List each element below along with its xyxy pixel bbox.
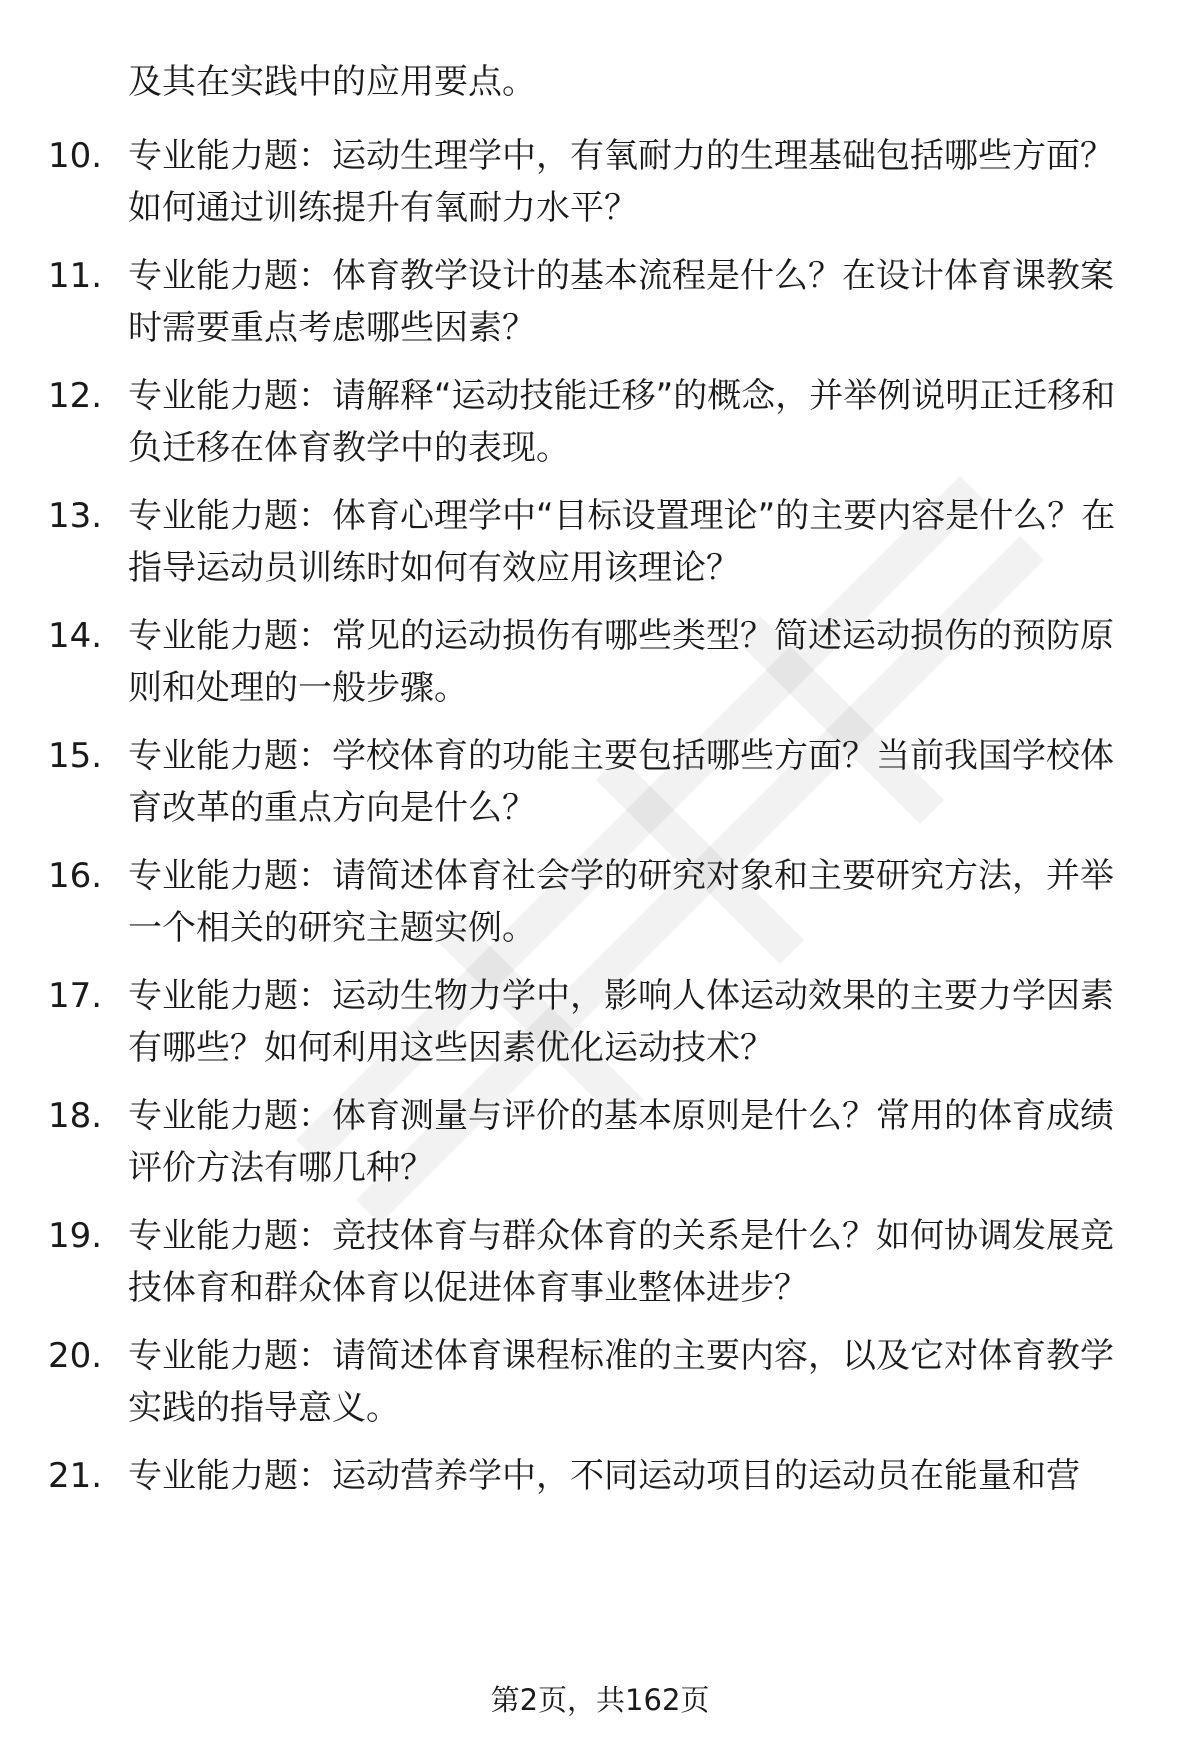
question-number: 21.: [48, 1456, 103, 1496]
question-number: 13.: [48, 496, 103, 536]
question-number: 17.: [48, 976, 103, 1016]
question-number: 19.: [48, 1216, 103, 1256]
question-number: 11.: [48, 256, 103, 296]
question-text: 专业能力题：请解释“运动技能迁移”的概念，并举例说明正迁移和负迁移在体育教学中的表现。: [128, 376, 1116, 468]
question-text: 专业能力题：体育教学设计的基本流程是什么？在设计体育课教案时需要重点考虑哪些因素？: [128, 256, 1114, 348]
question-number: 14.: [48, 616, 103, 656]
question-text: 专业能力题：运动生理学中，有氧耐力的生理基础包括哪些方面？如何通过训练提升有氧耐力水平？: [128, 136, 1114, 228]
question-number: 20.: [48, 1336, 103, 1376]
question-number: 12.: [48, 376, 103, 416]
question-text: 专业能力题：体育测量与评价的基本原则是什么？常用的体育成绩评价方法有哪几种？: [128, 1096, 1114, 1188]
question-text: 专业能力题：常见的运动损伤有哪些类型？简述运动损伤的预防原则和处理的一般步骤。: [128, 616, 1114, 708]
continuation-text: 及其在实践中的应用要点。: [128, 62, 536, 102]
question-text: 专业能力题：请简述体育社会学的研究对象和主要研究方法，并举一个相关的研究主题实例。: [128, 856, 1114, 948]
page-footer: 第2页，共162页: [490, 1683, 710, 1717]
question-number: 10.: [48, 136, 103, 176]
question-text: 专业能力题：运动生物力学中，影响人体运动效果的主要力学因素有哪些？如何利用这些因素优化运动技术？: [128, 976, 1114, 1068]
question-number: 18.: [48, 1096, 103, 1136]
question-number: 16.: [48, 856, 103, 896]
question-text: 专业能力题：运动营养学中，不同运动项目的运动员在能量和营: [128, 1456, 1080, 1496]
question-text: 专业能力题：请简述体育课程标准的主要内容，以及它对体育教学实践的指导意义。: [128, 1336, 1114, 1428]
question-text: 专业能力题：竞技体育与群众体育的关系是什么？如何协调发展竞技体育和群众体育以促进体育事业整体进步？: [128, 1216, 1114, 1308]
question-text: 专业能力题：体育心理学中“目标设置理论”的主要内容是什么？在指导运动员训练时如何有效应用该理论？: [128, 496, 1116, 588]
question-text: 专业能力题：学校体育的功能主要包括哪些方面？当前我国学校体育改革的重点方向是什么？: [128, 736, 1114, 828]
question-number: 15.: [48, 736, 103, 776]
